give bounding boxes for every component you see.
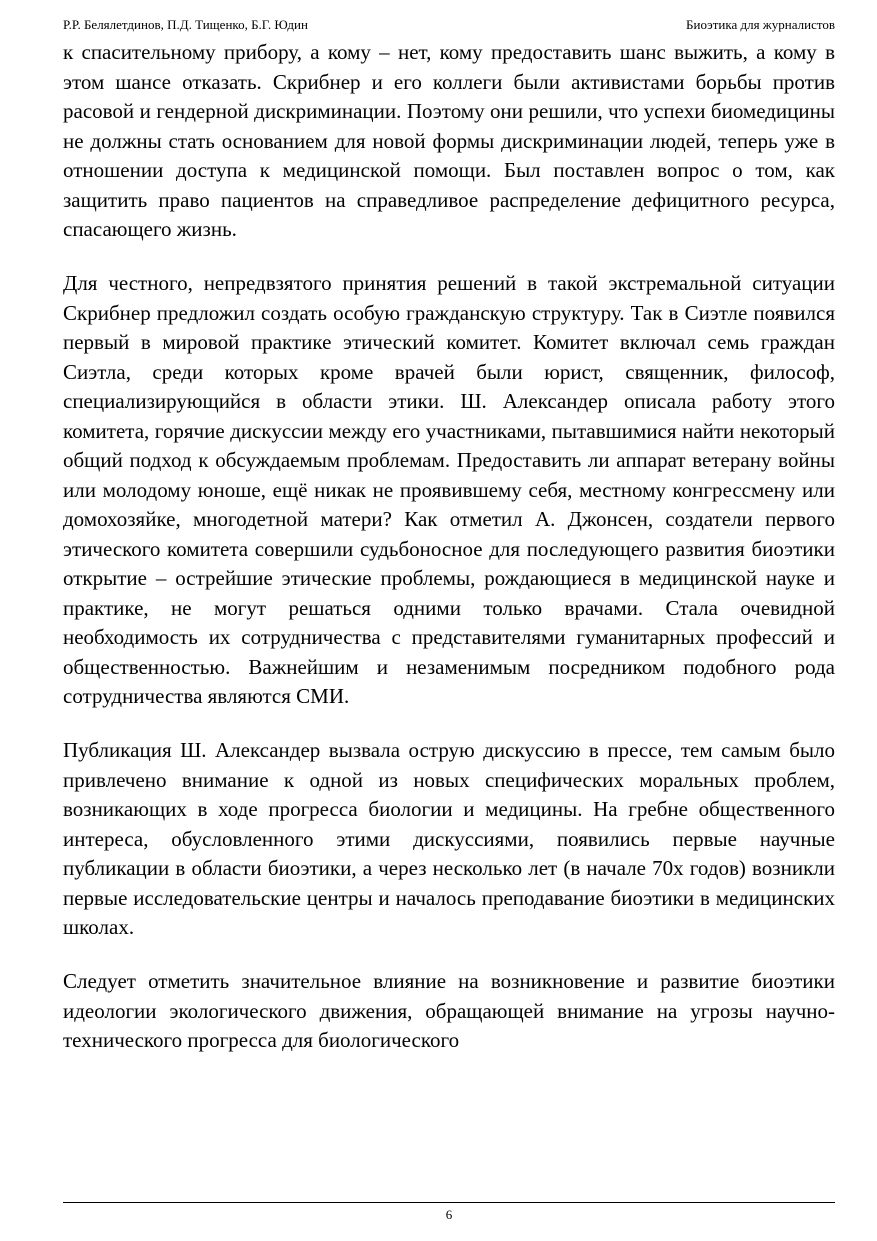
paragraph: к спасительному прибору, а кому – нет, кому предоставить шанс выжить, а кому в этом шансе отказать. Скрибнер и его коллеги были активистами борьбы против расовой и гендерной дискриминации. Поэтому они решили, что успехи биомедицины не должны стать основанием для новой формы дискриминации людей, теперь уже в отношении доступа к медицинской помощи. Был поставлен вопрос о том, как защитить право пациентов на справедливое распределение дефицитного ресурса, спасающего жизнь. bbox=[63, 40, 835, 241]
paragraph: Следует отметить значительное влияние на возникновение и развитие биоэтики идеологии экологического движения, обращающей внимание на угрозы научно-технического прогресса для биологического bbox=[63, 969, 835, 1052]
footer-divider bbox=[63, 1202, 835, 1203]
running-header bbox=[63, 15, 835, 35]
paragraph: Для честного, непредвзятого принятия решений в такой экстремальной ситуации Скрибнер предложил создать особую гражданскую структуру. Так в Сиэтле появился первый в мировой практике этический комитет. Комитет включал семь граждан Сиэтла, среди которых кроме врачей были юрист, священник, философ, специализирующийся в области этики. Ш. Александер описала работу этого комитета, горячие дискуссии между его участниками, пытавшимися найти некоторый общий подход к обсуждаемым проблемам. Предоставить ли аппарат ветерану войны или молодому юноше, ещё никак не проявившему себя, местному конгрессмену или домохозяйке, многодетной матери? Как отметил А. Джонсен, создатели первого этического комитета совершили судьбоносное для последующего развития биоэтики открытие – острейшие этические проблемы, рождающиеся в медицинской науке и практике, не могут решаться одними только врачами. Стала очевидной необходимость их сотрудничества с представителями гуманитарных профессий и общественностью. Важнейшим и незаменимым посредником подобного рода сотрудничества являются СМИ. bbox=[63, 271, 835, 708]
header-authors: Р.Р. Белялетдинов, П.Д. Тищенко, Б.Г. Юдин bbox=[63, 17, 308, 32]
page-number: 6 bbox=[445, 1207, 453, 1222]
page-body bbox=[63, 38, 835, 1056]
paragraph: Публикация Ш. Александер вызвала острую дискуссию в прессе, тем самым было привлечено внимание к одной из новых специфических моральных проблем, возникающих в ходе прогресса биологии и медицины. На гребне общественного интереса, обусловленного этими дискуссиями, появились первые научные публикации в области биоэтики, а через несколько лет (в начале 70х годов) возникли первые исследовательские центры и началось преподавание биоэтики в медицинских школах. bbox=[63, 738, 835, 939]
header-book-title: Биоэтика для журналистов bbox=[686, 17, 835, 32]
